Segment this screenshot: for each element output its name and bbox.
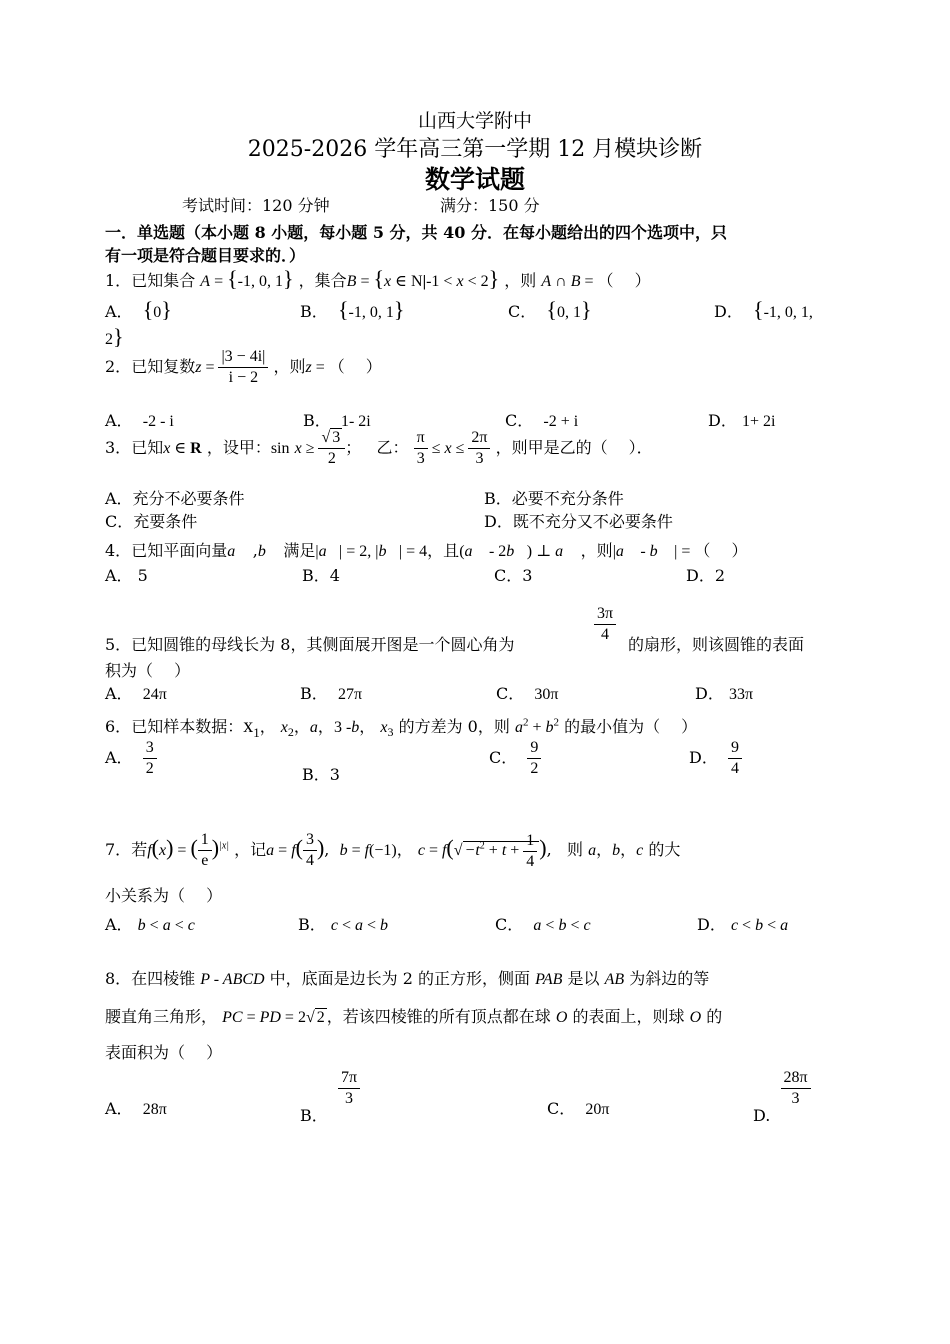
page-title: 数学试题 [424,165,525,194]
q2-option-a: A． -2 - i [105,411,174,430]
q7-option-a: A． b < a < c [105,915,195,934]
section-heading-cont: 有一项是符合题目要求的．） [105,246,306,265]
q8-option-d: D. $\frac{28\pi}{3}$ [753,1068,811,1109]
question-8: 8．在四棱锥 P - ABCD 中，底面是边长为 2 的正方形，侧面 PAB 是以 AB 为斜边的等 [105,969,710,988]
q3-option-b: B．必要不充分条件 [484,489,624,508]
question-7-cont: 小关系为（ ） [105,886,223,905]
question-3: 3．已知x ∈ R ，设甲：sin x ≥ $\frac{√ 3}{2}$ ； 乙： $\frac{\pi}{3}$ ≤ x ≤ $\frac{2\pi}{3}$ ，则甲是乙的（ ）． [105,429,653,467]
q1-option-c: C． {0, 1} [508,297,592,322]
exam-term: 2025-2026 学年高三第一学期 12 月模块诊断 [247,137,703,162]
question-7: 7．若f(x) = ( $\frac{1}{e}$ )$^{|x|}$ ，记a = f( $\frac{3}{4}$ ), b = f(−1)， $c = f(√ -t^2 + t$ + $\frac{1}{4}$ ), 则 a，b，c 的大 [105,831,681,870]
q1-option-b: B． {-1, 0, 1} [300,297,405,322]
q4-option-d: D．2 [686,566,726,585]
q5-option-b: B． 27π [300,684,363,703]
question-2: 2．已知复数z = $\frac{|3 - 4i|}{i - 2}$ ，则z = （ ） [105,348,382,386]
q6-option-b: B．3 [302,765,340,784]
question-5-cont: 积为（ ） [105,661,191,680]
q4-option-c: C．3 [494,566,533,585]
q2-option-b: B． 1- 2i [303,411,371,430]
q1-option-d: D． {-1, 0, 1, [714,297,813,322]
q8-option-c: C． 20π [547,1099,610,1118]
q2-option-c: C． -2 + i [505,411,579,430]
q7-option-b: B． c < a < b [298,915,389,934]
question-5: 5．已知圆锥的母线长为 8，其侧面展开图是一个圆心角为 [105,635,515,654]
q6-option-c: C． $\frac{9}{2}$ [489,738,541,779]
q3-option-d: D．既不充分又不必要条件 [484,512,673,531]
q6-option-a: A． $\frac{3}{2}$ [105,738,157,779]
question-8-cont: 表面积为（ ） [105,1043,223,1062]
school-name: 山西大学附中 [417,110,532,132]
q6-option-d: D． $\frac{9}{4}$ [689,738,742,779]
q4-option-a: A． 5 [105,566,148,585]
question-4: 4．已知平面向量a⃗ ,b⃗ 满足|a⃗| = 2, |b⃗| = 4，且(a⃗ - 2b⃗) ⊥ a⃗ ，则|a⃗ - b⃗ | = （ ） [105,541,748,560]
q4-option-b: B．4 [302,566,340,585]
q7-option-c: C． a < b < c [495,915,591,934]
question-6: 6．已知样本数据：$x_1$， $x_2$，a，3 -b， $x_3$ 的方差为 0，则 $a^2 + b^2$ 的最小值为（ ） [105,715,698,740]
q5-option-c: C． 30π [496,684,559,703]
q1-option-d-cont: 2} [105,324,124,349]
question-8-line2: 腰直角三角形， PC = PD = 2√ 2 ，若该四棱锥的所有顶点都在球 O 的表面上，则球 O 的 [105,1007,723,1026]
question-1: 1．已知集合 A = {-1, 0, 1} ，集合B = {x ∈ N|-1 < x < 2} ，则 A ∩ B = （ ） [105,266,651,291]
q7-option-d: D． c < b < a [697,915,789,934]
full-score: 满分：150 分 [440,196,540,215]
q2-option-d: D． 1+ 2i [708,411,776,430]
q5-option-d: D． 33π [695,684,754,703]
exam-time: 考试时间：120 分钟 [182,196,330,215]
question-5-tail: 的扇形，则该圆锥的表面 [628,635,805,654]
section-heading: 一．单选题（本小题 8 小题，每小题 5 分，共 40 分．在每小题给出的四个选项中，只 [105,223,727,242]
q8-option-a: A． 28π [105,1099,167,1118]
q1-option-a: A． {0} [105,297,172,322]
q3-option-a: A．充分不必要条件 [105,489,245,508]
q3-option-c: C．充要条件 [105,512,198,531]
q8-option-b: B． $\frac{7\pi}{3}$ [300,1068,360,1109]
q5-angle: $\frac{3\pi}{4}$ [594,604,616,645]
q5-option-a: A． 24π [105,684,167,703]
